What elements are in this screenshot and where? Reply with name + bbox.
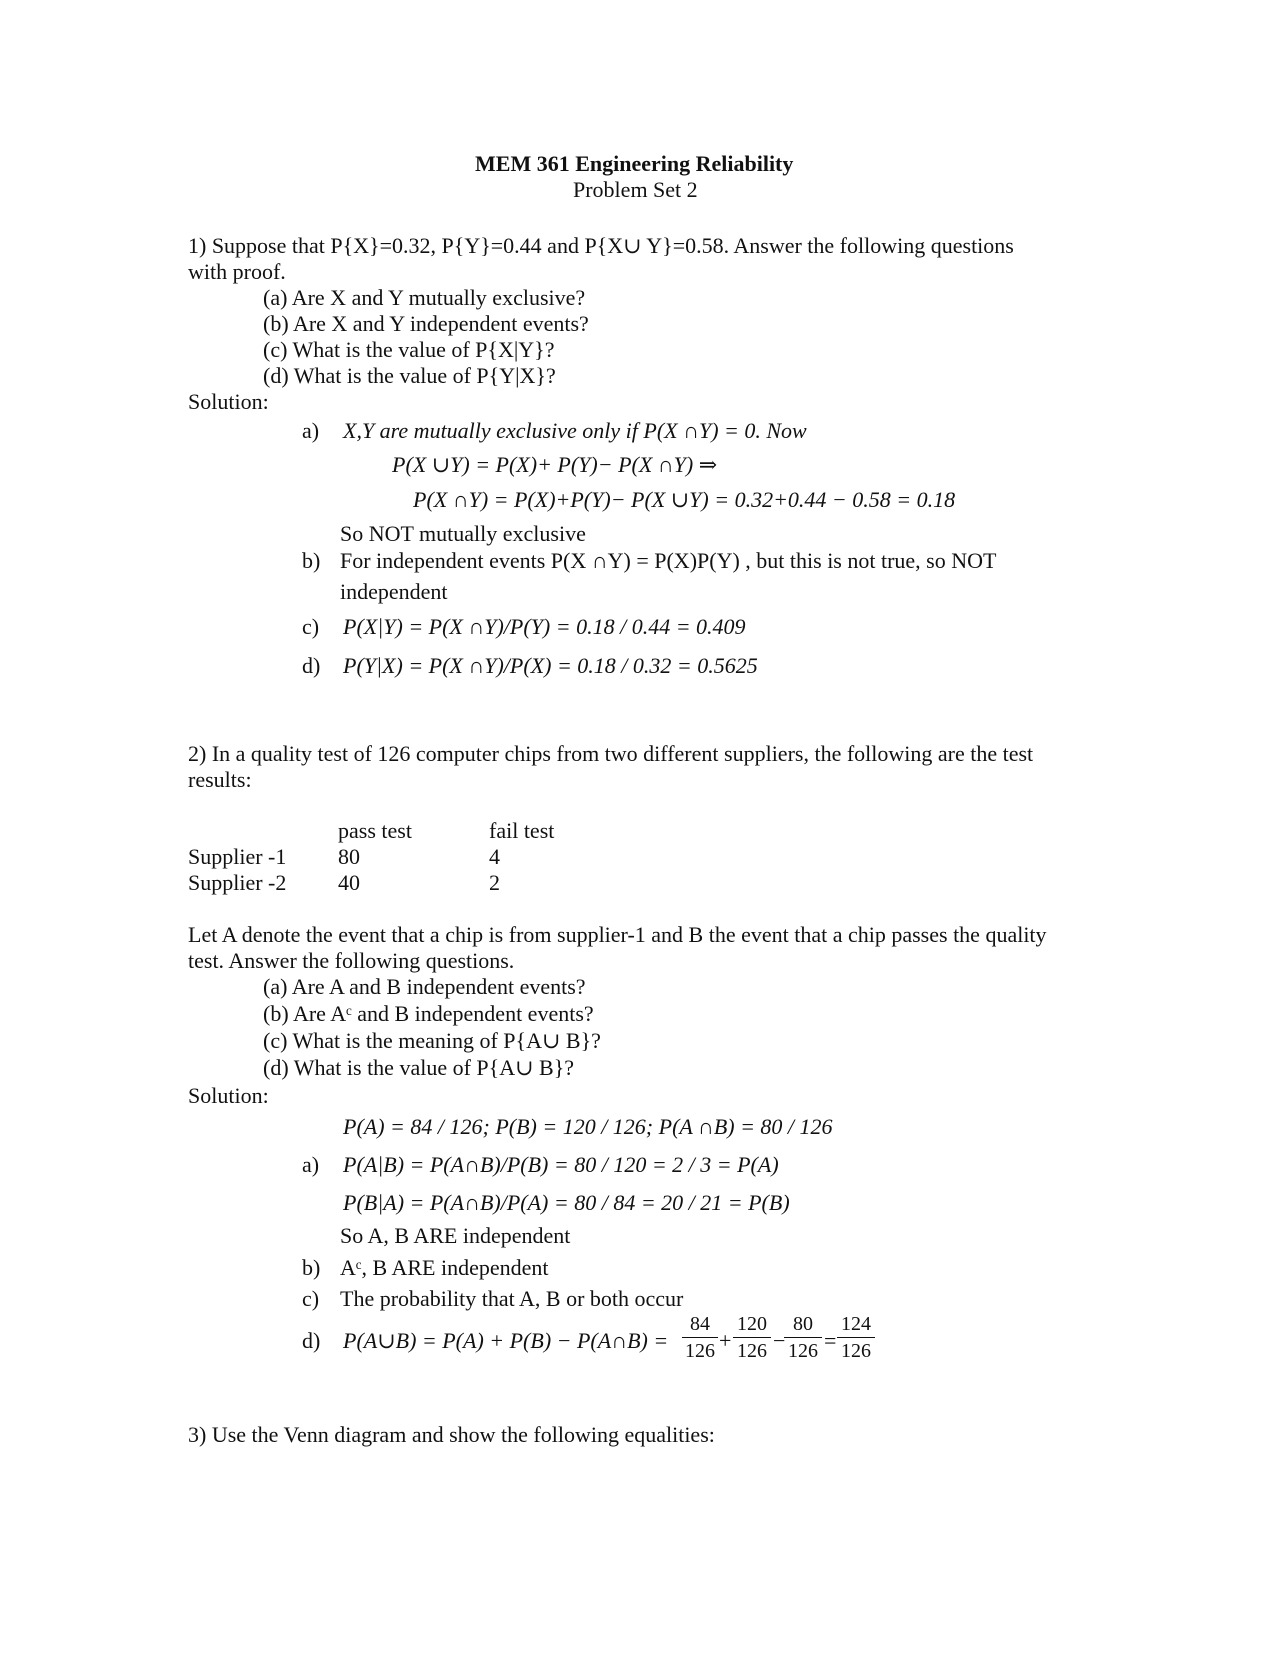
q1-sol-b-line1: For independent events P(X ∩Y) = P(X)P(Y) , but this is not true, so NOT bbox=[340, 548, 997, 573]
q2-sol-a-line3: So A, B ARE independent bbox=[340, 1223, 571, 1248]
q1-sol-a-label: a) bbox=[302, 418, 320, 443]
q1-sol-b-label: b) bbox=[302, 548, 321, 573]
table-cell-fail: 2 bbox=[489, 870, 500, 895]
q1-sol-d-line: P(Y|X) = P(X ∩Y)/P(X) = 0.18 / 0.32 = 0.5625 bbox=[343, 653, 758, 678]
q2-sol-a-label: a) bbox=[302, 1152, 320, 1177]
q1-sol-b-line2: independent bbox=[340, 579, 448, 604]
operator: = bbox=[824, 1328, 837, 1353]
q1-sol-a-line3: P(X ∩Y) = P(X)+P(Y)− P(X ∪Y) = 0.32+0.44 − 0.58 = 0.18 bbox=[413, 487, 956, 512]
table-row-label: Supplier -2 bbox=[188, 870, 287, 895]
q2-part-b: (b) Are Aᶜ and B independent events? bbox=[263, 1001, 594, 1026]
q2-sol-d-label: d) bbox=[302, 1328, 321, 1353]
fraction-denominator: 126 bbox=[685, 1340, 715, 1362]
fraction-numerator: 84 bbox=[690, 1313, 710, 1335]
q2-sol-b-line: Aᶜ, B ARE independent bbox=[340, 1255, 549, 1280]
q1-prompt-line2: with proof. bbox=[188, 259, 286, 284]
table-header-pass: pass test bbox=[338, 818, 412, 843]
q1-solution-label: Solution: bbox=[188, 389, 269, 414]
fraction bbox=[784, 1312, 822, 1363]
page-title: MEM 361 Engineering Reliability bbox=[475, 151, 794, 176]
q2-part-c: (c) What is the meaning of P{A∪ B}? bbox=[263, 1028, 601, 1053]
fraction-denominator: 126 bbox=[841, 1340, 871, 1362]
fraction-denominator: 126 bbox=[788, 1340, 818, 1362]
q2-part-d: (d) What is the value of P{A∪ B}? bbox=[263, 1055, 575, 1080]
q2-solution-label: Solution: bbox=[188, 1083, 269, 1108]
q3-prompt: 3) Use the Venn diagram and show the following equalities: bbox=[188, 1422, 715, 1447]
q1-sol-d-label: d) bbox=[302, 653, 321, 678]
q1-part-a: (a) Are X and Y mutually exclusive? bbox=[263, 285, 586, 310]
table-cell-fail: 4 bbox=[489, 844, 500, 869]
fraction-numerator: 80 bbox=[793, 1313, 813, 1335]
q2-sol-a-line1: P(A|B) = P(A∩B)/P(B) = 80 / 120 = 2 / 3 = P(A) bbox=[343, 1152, 779, 1177]
fraction bbox=[733, 1312, 771, 1363]
q2-prompt-line1: 2) In a quality test of 126 computer chips from two different suppliers, the following are the test bbox=[188, 741, 1034, 766]
q2-sol-c-label: c) bbox=[302, 1286, 320, 1311]
fraction-numerator: 124 bbox=[841, 1313, 871, 1335]
q1-sol-a-line1: X,Y are mutually exclusive only if P(X ∩Y) = 0. Now bbox=[343, 418, 807, 443]
fraction bbox=[837, 1312, 875, 1363]
fraction-denominator: 126 bbox=[737, 1340, 767, 1362]
q1-part-b: (b) Are X and Y independent events? bbox=[263, 311, 589, 336]
q1-prompt-line1: 1) Suppose that P{X}=0.32, P{Y}=0.44 and P{X∪ Y}=0.58. Answer the following questions bbox=[188, 233, 1014, 258]
q1-part-d: (d) What is the value of P{Y|X}? bbox=[263, 363, 556, 388]
table-cell-pass: 80 bbox=[338, 844, 360, 869]
operator: + bbox=[719, 1328, 732, 1353]
table-header-fail: fail test bbox=[489, 818, 555, 843]
table-cell-pass: 40 bbox=[338, 870, 360, 895]
table-row-label: Supplier -1 bbox=[188, 844, 287, 869]
q2-sol-d-lhs: P(A∪B) = P(A) + P(B) − P(A∩B) = bbox=[343, 1328, 669, 1353]
q2-prompt-line2: results: bbox=[188, 767, 252, 792]
fraction-numerator: 120 bbox=[737, 1313, 767, 1335]
q1-sol-c-label: c) bbox=[302, 614, 320, 639]
q2-sol-given: P(A) = 84 / 126; P(B) = 120 / 126; P(A ∩B) = 80 / 126 bbox=[343, 1114, 833, 1139]
q1-sol-a-line4: So NOT mutually exclusive bbox=[340, 521, 586, 546]
q2-text-line2: test. Answer the following questions. bbox=[188, 948, 515, 973]
q2-sol-a-line2: P(B|A) = P(A∩B)/P(A) = 80 / 84 = 20 / 21 = P(B) bbox=[343, 1190, 790, 1215]
q2-sol-c-line: The probability that A, B or both occur bbox=[340, 1286, 684, 1311]
q1-sol-a-line2: P(X ∪Y) = P(X)+ P(Y)− P(X ∩Y) ⇒ bbox=[392, 452, 718, 477]
operator: − bbox=[773, 1328, 786, 1353]
q1-part-c: (c) What is the value of P{X|Y}? bbox=[263, 337, 555, 362]
q1-sol-c-line: P(X|Y) = P(X ∩Y)/P(Y) = 0.18 / 0.44 = 0.409 bbox=[343, 614, 746, 639]
q2-sol-b-label: b) bbox=[302, 1255, 321, 1280]
q2-text-line1: Let A denote the event that a chip is from supplier-1 and B the event that a chip passes the quality bbox=[188, 922, 1047, 947]
q2-part-a: (a) Are A and B independent events? bbox=[263, 974, 586, 999]
fraction bbox=[682, 1312, 718, 1363]
page-subtitle: Problem Set 2 bbox=[573, 177, 698, 202]
